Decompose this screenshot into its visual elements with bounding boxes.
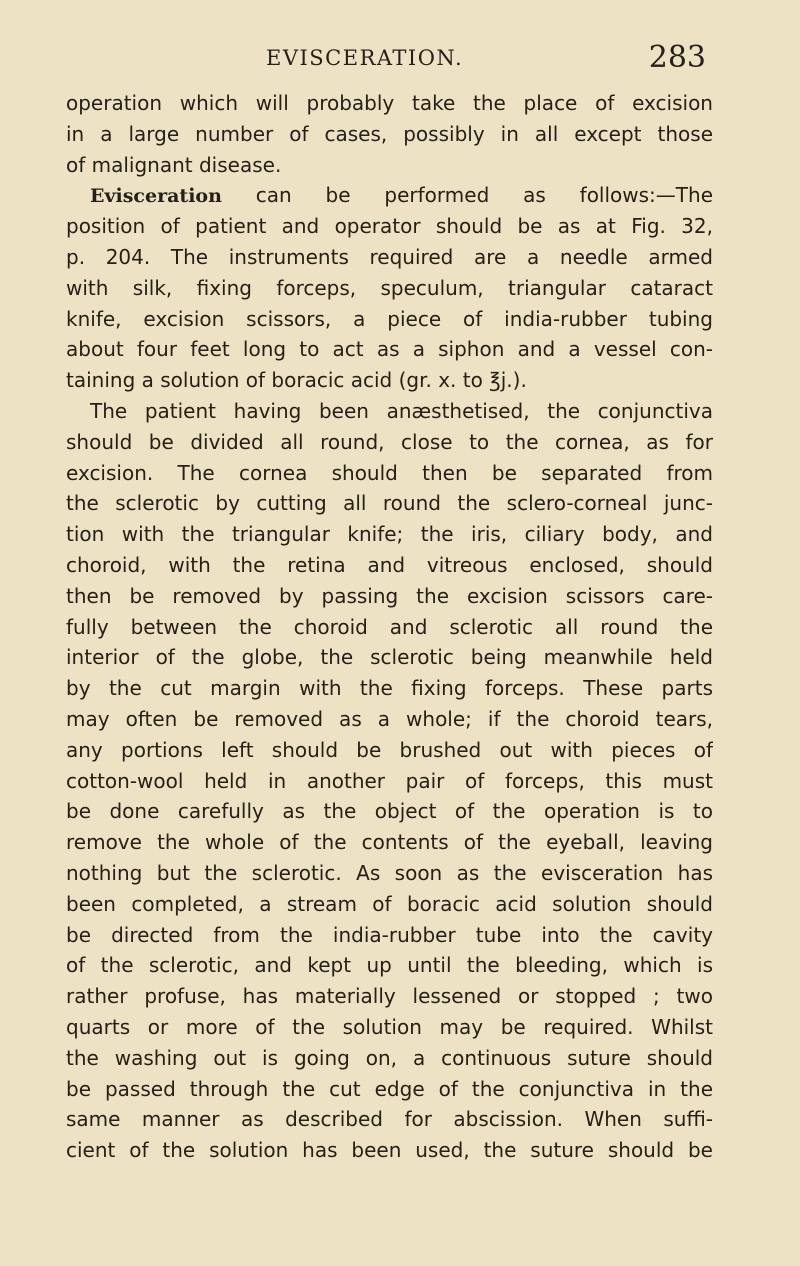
text-line: quarts or more of the solution may be required. Whilst xyxy=(66,1014,713,1039)
text-line: be directed from the india-rubber tube into the cavity xyxy=(66,922,713,947)
running-title: EVISCERATION. xyxy=(266,46,464,70)
text-line: the sclerotic by cutting all round the sclero-corneal junc- xyxy=(66,491,713,516)
text-line: same manner as described for abscission. When suffi- xyxy=(66,1107,713,1132)
text-line: The patient having been anæsthetised, the conjunctiva xyxy=(90,398,713,423)
text-line: operation which will probably take the place of excision xyxy=(66,91,713,115)
text-line: excision. The cornea should then be separated from xyxy=(66,460,713,485)
text-line: about four feet long to act as a siphon and a vessel con- xyxy=(66,337,713,362)
text-line: tion with the triangular knife; the iris, ciliary body, and xyxy=(66,522,713,547)
text-line: in a large number of cases, possibly in all except those xyxy=(66,121,713,146)
text-line xyxy=(66,180,713,211)
text-line: be done carefully as the object of the operation is to xyxy=(66,799,713,824)
text-line: may often be removed as a whole; if the choroid tears, xyxy=(66,706,713,731)
text-line: with silk, fixing forceps, speculum, triangular cataract xyxy=(66,275,713,300)
text-line: of the sclerotic, and kept up until the bleeding, which is xyxy=(66,953,713,978)
text-line: any portions left should be brushed out with pieces of xyxy=(66,737,713,762)
text-line: fully between the choroid and sclerotic all round the xyxy=(66,614,713,639)
text-line: p. 204. The instruments required are a needle armed xyxy=(66,244,713,269)
text-line: nothing but the sclerotic. As soon as the evisceration has xyxy=(66,860,713,885)
text-line: rather profuse, has materially lessened or stopped ; two xyxy=(66,984,713,1009)
text-line: position of patient and operator should be as at Fig. 32, xyxy=(66,214,713,239)
text-line-rest: can be performed as follows:—The xyxy=(255,183,713,208)
text-line: be passed through the cut edge of the conjunctiva in the xyxy=(66,1076,713,1101)
text-line: then be removed by passing the excision scissors care- xyxy=(66,583,713,608)
text-line: interior of the globe, the sclerotic being meanwhile held xyxy=(66,645,713,670)
text-line: cotton-wool held in another pair of forceps, this must xyxy=(66,768,713,793)
body-text xyxy=(66,88,713,1166)
text-line: by the cut margin with the fixing forceps. These parts xyxy=(66,676,713,701)
text-line: should be divided all round, close to the cornea, as for xyxy=(66,429,713,454)
text-line: knife, excision scissors, a piece of india-rubber tubing xyxy=(66,306,713,331)
text-line: of malignant disease. xyxy=(66,152,282,177)
text-line: the washing out is going on, a continuous suture should xyxy=(66,1045,713,1070)
text-line: taining a solution of boracic acid (gr. x. to ℥j.). xyxy=(66,368,527,393)
text-line: been completed, a stream of boracic acid solution should xyxy=(66,891,713,916)
text-line: remove the whole of the contents of the eyeball, leaving xyxy=(66,830,713,855)
text-line: choroid, with the retina and vitreous enclosed, should xyxy=(66,552,713,577)
text-line: cient of the solution has been used, the suture should be xyxy=(66,1138,713,1163)
running-head xyxy=(66,40,706,84)
section-term: Evisceration xyxy=(90,185,222,208)
page-number: 283 xyxy=(648,40,706,75)
